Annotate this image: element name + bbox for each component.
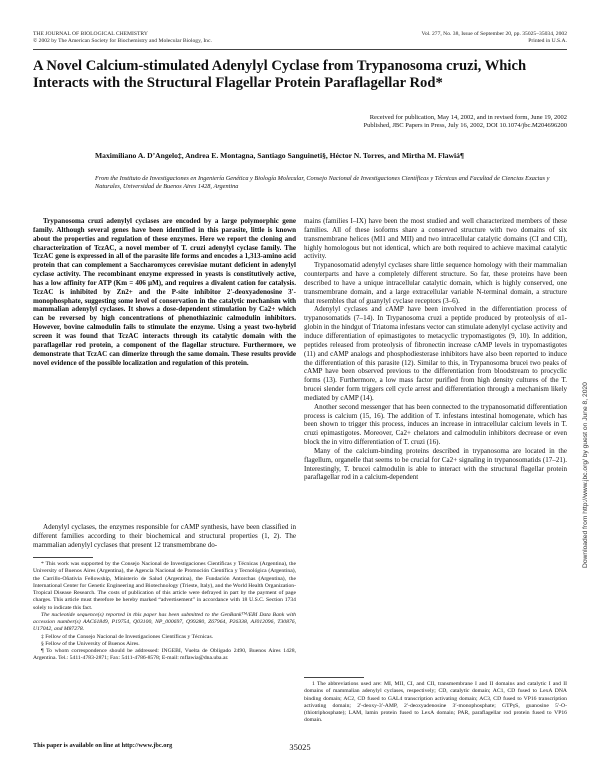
header-rule: [33, 49, 567, 50]
footnote-rule-left: [33, 557, 93, 558]
abstract: Trypanosoma cruzi adenylyl cyclases are encoded by a large polymorphic gene family. Although several genes have been identified in this parasite, little is known about the properties and regulation of these enzymes. Here we report the cloning and characterization of TczAC, a novel member of T. cruzi adenylyl cyclase family. The TczAC gene is expressed in all of the parasite life forms and encodes a 1,313-amino acid protein that can complement a Saccharomyces cerevisiae mutant deficient in adenylyl cyclase activity. The recombinant enzyme expressed in yeasts is constitutively active, has a low affinity for ATP (Km = 406 µM), and requires a divalent cation for catalysis. TczAC is inhibited by Zn2+ and the P-site inhibitor 2′-deoxyadenosine 3′-monophosphate, suggesting some level of conservation in the catalytic mechanism with mammalian adenylyl cyclases. It shows a dose-dependent stimulation by Ca2+ which can be reversed by high concentrations of phenothiazinic calmodulin inhibitors. However, bovine calmodulin fails to stimulate the enzyme. Using a yeast two-hybrid screen it was found that TczAC interacts through its catalytic domain with the paraflagellar rod protein, a component of the flagellar structure. Furthermore, we demonstrate that TczAC can dimerize through the same domain. These results provide novel evidence of the possible localization and regulation of this protein.: [33, 217, 296, 367]
accession-footnote: The nucleotide sequence(s) reported in this paper has been submitted to the GenBank™/EBI Data Bank with accession number(s) AAC61849, P19754, Q03100, NP_000697, Q99280, Z67964, P26338, AJ012096, T30876, U17042, and M87278.: [33, 611, 296, 633]
download-watermark: Downloaded from http://www.jbc.org/ by guest on June 8, 2020: [582, 382, 589, 568]
abbreviations-footnote: 1 The abbreviations used are: MI, MII, CI, and CII, transmembrane I and II domains and catalytic I and II domains of mammalian adenylyl cyclases, respectively; CD, catalytic domain; AC1, CD fused to LexA DNA binding domain; AC2, CD fused to GAL4 transcription activating domain; AC3, CD fused to VP16 transcription activating domain; 2′-deoxy-3′-AMP, 2′-deoxyadenosine 3′-monophosphate; GTPγS, guanosine 5′-O-(thiotriphosphate); LAM, lamin protein fused to LexA domain; PAR, paraflagellar rod protein fused to VP16 domain.: [304, 681, 567, 724]
article-title: A Novel Calcium-stimulated Adenylyl Cyclase from Trypanosoma cruzi, Which Interacts with the Structural Flagellar Protein Paraflagellar Rod*: [33, 58, 527, 92]
right-paragraph-4: Another second messenger that has been connected to the trypanosomatid differentiation process is calcium (15, 16). The addition of T. infestans intestinal homogenate, which has been shown to trigger this process, induces an increase in intracellular calcium levels in T. cruzi epimastigotes. Moreover, Ca2+ chelators and calmodulin inhibitors decrease or even block the in vitro differentiation of T. cruzi (16).: [304, 402, 567, 447]
fellow-footnote-1: ‡ Fellow of the Consejo Nacional de Investigaciones Científicas y Técnicas.: [41, 633, 214, 640]
running-header-left: [33, 31, 212, 45]
fellow-footnote-2: § Fellow of the University of Buenos Aires.: [41, 640, 140, 647]
author-list: Maximiliano A. D’Angelo‡, Andrea E. Montagna, Santiago Sanguineti§, Héctor N. Torres, and Mirtha M. Flawiá¶: [95, 151, 465, 160]
copyright-line: © 2002 by The American Society for Biochemistry and Molecular Biology, Inc.: [33, 38, 212, 44]
right-paragraph-2: Trypanosomatid adenylyl cyclases share little sequence homology with their mammalian counterparts and have a completely different structure. So far, these proteins have been described to have a unique intracellular catalytic domain, which is highly conserved, one transmembrane domain, and a large extracellular variable N-terminal domain, a structure that resembles that of guanylyl cyclase receptors (3–6).: [304, 261, 567, 305]
affiliation: From the Instituto de Investigaciones en Ingeniería Genética y Biología Molecular, Consejo Nacional de Investigaciones Científicas y Técnicas and Facultad de Ciencias Exactas y Naturales, Universidad de Buenos Aires 1428, Argentina: [95, 175, 550, 191]
received-dates: [167, 114, 567, 131]
footnotes-right: [304, 681, 567, 725]
volume-line: Vol. 277, No. 38, Issue of September 20, pp. 35025–35034, 2002: [421, 31, 567, 37]
received-line: Received for publication, May 14, 2002, and in revised form, June 19, 2002: [369, 114, 567, 121]
page-number: 35025: [289, 742, 311, 752]
published-line: Published, JBC Papers in Press, July 16, 2002, DOI 10.1074/jbc.M204696200: [363, 122, 567, 130]
right-paragraph-3: Adenylyl cyclases and cAMP have been involved in the differentiation process of trypanosomatids (7–14). In Trypanosoma cruzi a peptide produced by proteolysis of α1-globin in the hindgut of Triatoma infestans vector can stimulate adenylyl cyclase activity and induce differentiation of epimastigotes to metacyclic trypomastigotes (9, 10). In addition, peptides released from proteolysis of fibronectin increase cAMP levels in trypomastigotes (11) and cAMP analogs and phosphodiesterase inhibitors have also been reported to induce the differentiation of this parasite (12). Similar to this, in Trypanosoma brucei two peaks of cAMP have been observed previous to the differentiation from bloodstream to procyclic forms (13). Furthermore, a low mass factor purified from high density cultures of the T. brucei slender form triggers cell cycle arrest and differentiation through a mechanism likely mediated by cAMP (14).: [304, 305, 567, 402]
intro-paragraph: Adenylyl cyclases, the enzymes responsible for cAMP synthesis, have been classified in different families according to their biochemical and structural properties (1, 2). The mammalian adenylyl cyclases that present 12 transmembrane do-: [33, 523, 296, 549]
right-paragraph-1: mains (families I–IX) have been the most studied and well characterized members of these families. All of these isoforms share a conserved structure with two domains of six transmembrane helices (MI1 and MII) and two intracellular catalytic domains (CI and CII), highly homologous but not identical, which are both required to achieve maximal catalytic activity.: [304, 217, 567, 261]
right-column: [304, 217, 567, 482]
footnotes-left: [33, 561, 296, 663]
running-header-right: [422, 31, 567, 45]
right-paragraph-5: Many of the calcium-binding proteins described in trypanosoma are located in the flagellum, organelle that seems to be crucial for Ca2+ signaling in trypanosomatids (17–21). Interestingly, T. brucei calmodulin is able to interact with the structural flagellar protein paraflagellar rod in a calcium-dependent: [304, 446, 567, 482]
correspondence-footnote: ¶ To whom correspondence should be addressed: INGEBI, Vuelta de Obligado 2490, Buenos Aires 1428, Argentina. Tel.: 5411-4783-2871; Fax: 5411-4786-8578; E-mail: mflawia@dna.uba.ar.: [33, 648, 296, 662]
journal-name: THE JOURNAL OF BIOLOGICAL CHEMISTRY: [33, 31, 148, 37]
funding-footnote: * This work was supported by the Consejo Nacional de Investigaciones Científicas y Técnicas (Argentina), the University of Buenos Aires (Argentina), the Agencia Nacional de Promoción Científica y Tecnológica (Argentina), the Carrillo-Oñativia Fellowship, Ministerio de Salud (Argentina), the Fundación Antorchas (Argentina), the International Center for Genetic Engineering and Biotechnology (Trieste, Italy), and the World Health Organization-Tropical Disease Research. The costs of publication of this article were defrayed in part by the payment of page charges. This article must therefore be hereby marked “advertisement” in accordance with 18 U.S.C. Section 1734 solely to indicate this fact.: [33, 561, 296, 611]
footer-url: This paper is available on line at http://www.jbc.org: [33, 742, 173, 749]
printed-line: Printed in U.S.A.: [528, 38, 567, 44]
footnote-rule-right: [304, 677, 364, 678]
